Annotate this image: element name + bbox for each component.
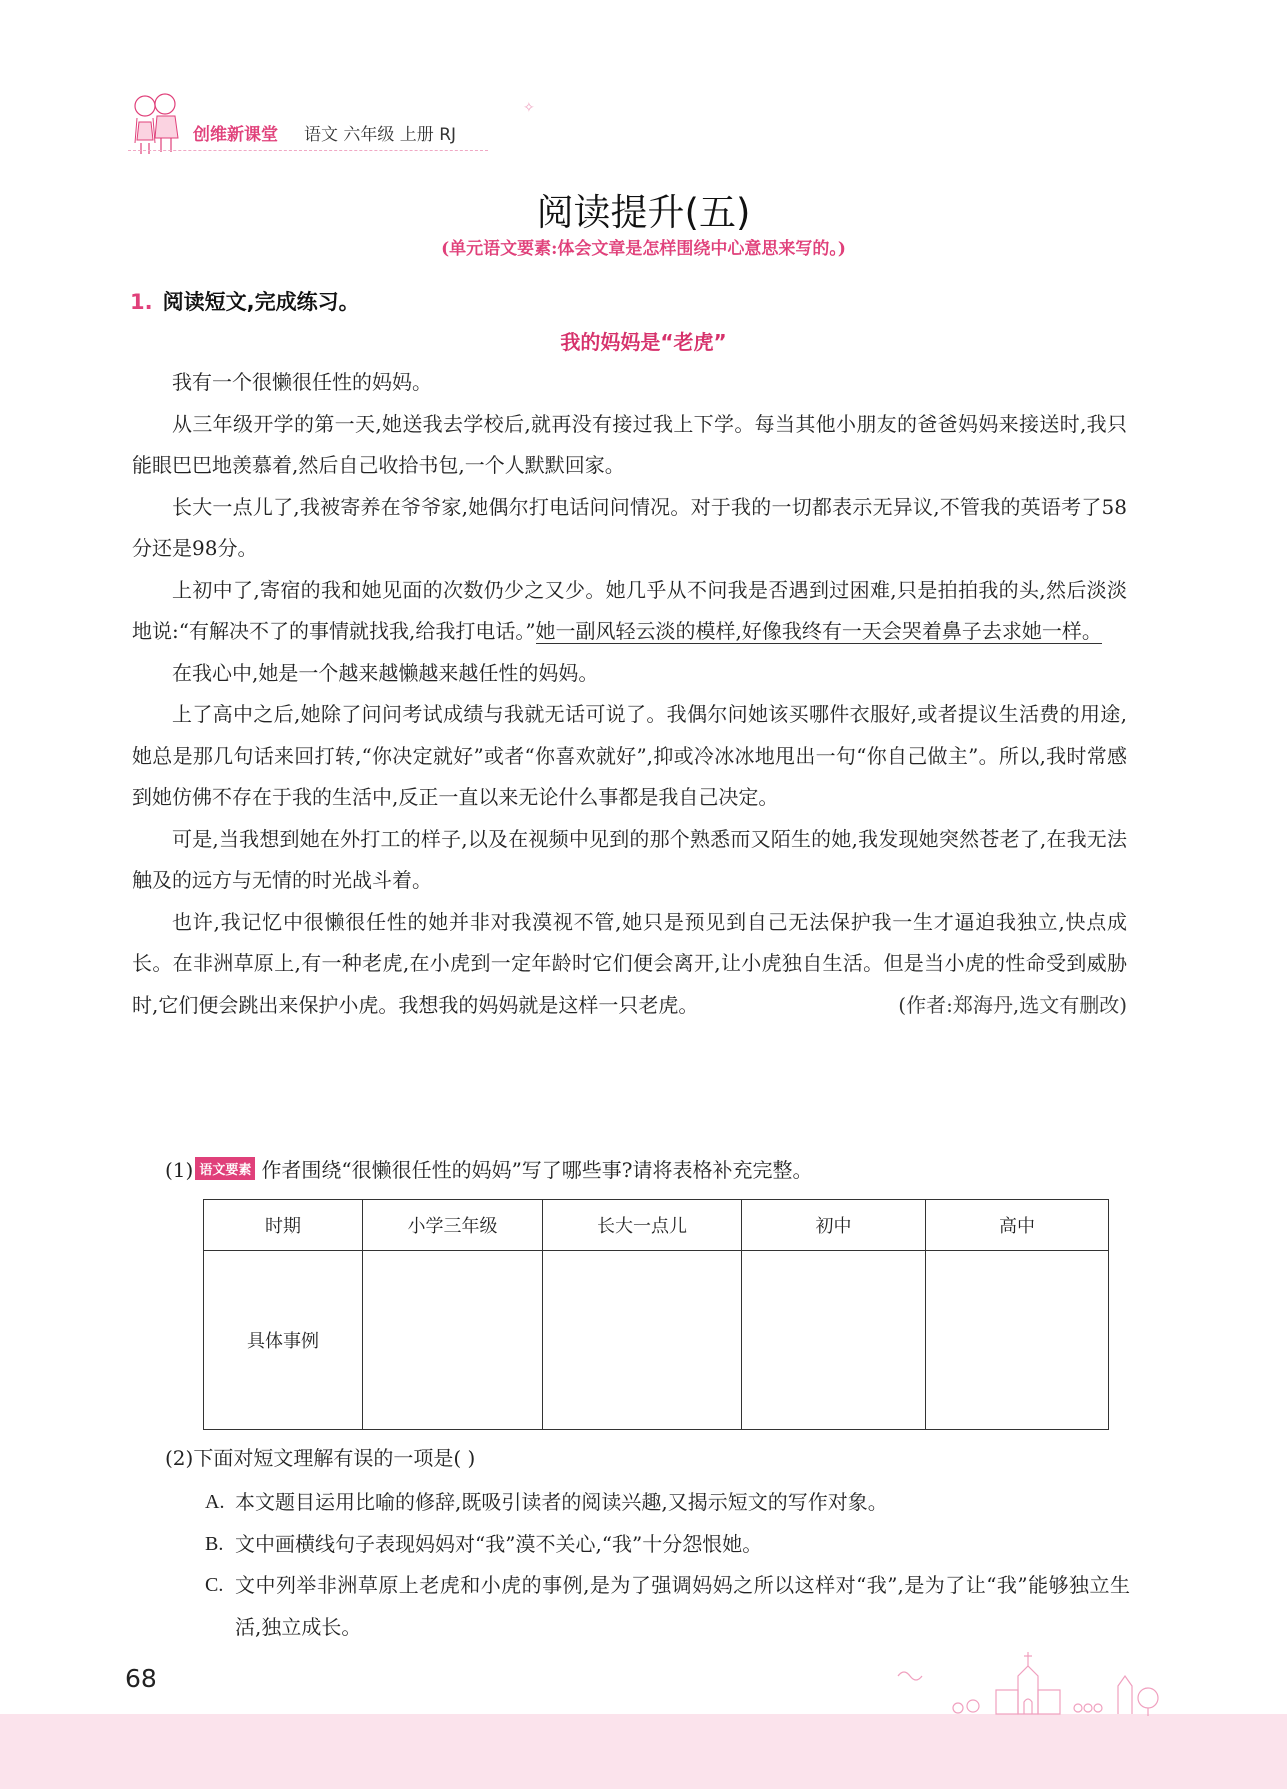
question-1 — [130, 286, 360, 316]
option-b[interactable] — [205, 1524, 1130, 1566]
article-paragraph: 在我心中,她是一个越来越懒越来越任性的妈妈。 — [172, 660, 599, 685]
unit-note: (单元语文要素:体会文章是怎样围绕中心意思来写的。) — [441, 239, 846, 259]
article-paragraph: 也许,我记忆中很懒很任性的她并非对我漠视不管,她只是预见到自己无法保护我一生才逼迫我独立,快点成长。在非洲草原上,有一种老虎,在小虎到一定年龄时它们便会离开,让小虎独自生活。但是当小虎的性命受到威胁时,它们便会跳出来保护小虎。我想我的妈妈就是这样一只老虎。 — [132, 909, 1127, 1017]
option-text: 文中画横线句子表现妈妈对“我”漠不关心,“我”十分怨恨她。 — [235, 1531, 763, 1556]
answer-cell[interactable] — [543, 1251, 742, 1430]
table-header: 高中 — [926, 1200, 1109, 1251]
table-header: 初中 — [742, 1200, 926, 1251]
castle-illustration — [878, 1646, 1168, 1716]
sub-question-1-number: (1) — [165, 1158, 194, 1182]
table-header: 小学三年级 — [363, 1200, 543, 1251]
author-credit: (作者:郑海丹,选文有删改) — [898, 992, 1127, 1017]
chinese-element-tag: 语文要素 — [195, 1157, 255, 1180]
answer-cell[interactable] — [926, 1251, 1109, 1430]
answer-cell[interactable] — [363, 1251, 543, 1430]
option-text: 文中列举非洲草原上老虎和小虎的事例,是为了强调妈妈之所以这样对“我”,是为了让“我”能够独立生活,独立成长。 — [235, 1573, 1130, 1639]
book-info: 语文 六年级 上册 RJ — [304, 125, 457, 145]
table-header: 时期 — [204, 1200, 363, 1251]
table-row-label: 具体事例 — [204, 1251, 363, 1430]
question-1-number: 1. — [130, 290, 153, 314]
option-key: C. — [205, 1574, 224, 1596]
article-paragraph: 我有一个很懒很任性的妈妈。 — [172, 370, 432, 394]
article-paragraph — [132, 570, 1127, 653]
article-body — [132, 362, 1127, 1026]
paragraph-text: 上初中了,寄宿的我和她见面的次数仍少之又少。她几乎从不问我是否遇到过困难,只是拍拍我的头,然后淡淡地说:“有解决不了的事情就找我,给我打电话。” — [132, 577, 1127, 643]
page-title: 阅读提升(五) — [536, 191, 751, 234]
option-text: 本文题目运用比喻的修辞,既吸引读者的阅读兴趣,又揭示短文的写作对象。 — [235, 1490, 888, 1514]
article-paragraph: 可是,当我想到她在外打工的样子,以及在视频中见到的那个熟悉而又陌生的她,我发现她突然苍老了,在我无法触及的远方与无情的时光战斗着。 — [132, 826, 1127, 892]
brand-name: 创维新课堂 — [193, 125, 278, 145]
option-c[interactable] — [205, 1565, 1130, 1648]
page-number: 68 — [125, 1664, 157, 1693]
question-1-text: 阅读短文,完成练习。 — [162, 290, 360, 314]
article-paragraph: 从三年级开学的第一天,她送我去学校后,就再没有接过我上下学。每当其他小朋友的爸爸妈妈来接送时,我只能眼巴巴地羡慕着,然后自己收拾书包,一个人默默回家。 — [132, 411, 1127, 477]
article-paragraph: 上了高中之后,她除了问问考试成绩与我就无话可说了。我偶尔问她该买哪件衣服好,或者提议生活费的用途,她总是那几句话来回打转,“你决定就好”或者“你喜欢就好”,抑或冷冰冰地甩出一句“你自己做主”。所以,我时常感到她仿佛不存在于我的生活中,反正一直以来无论什么事都是我自己决定。 — [132, 702, 1127, 809]
sub-question-1-text: 作者围绕“很懒很任性的妈妈”写了哪些事?请将表格补充完整。 — [261, 1158, 813, 1182]
underlined-sentence: 她一副风轻云淡的模样,好像我终有一天会哭着鼻子去求她一样。 — [535, 619, 1102, 643]
table-header: 长大一点儿 — [543, 1200, 742, 1251]
answer-cell[interactable] — [742, 1251, 926, 1430]
sub-question-1 — [165, 1154, 813, 1183]
header-divider — [128, 150, 488, 151]
option-key: A. — [205, 1491, 225, 1513]
article-title: 我的妈妈是“老虎” — [560, 330, 727, 354]
sub-question-2: (2)下面对短文理解有误的一项是( ) — [165, 1446, 476, 1470]
option-list — [205, 1482, 1130, 1648]
option-a[interactable] — [205, 1482, 1130, 1524]
sparkle-icon: ✧ — [523, 100, 535, 116]
article-paragraph: 长大一点儿了,我被寄养在爷爷家,她偶尔打电话问问情况。对于我的一切都表示无异议,不管我的英语考了58分还是98分。 — [132, 494, 1127, 560]
footer-band — [0, 1714, 1287, 1789]
option-key: B. — [205, 1532, 224, 1555]
answer-table — [203, 1199, 1109, 1430]
kids-illustration — [125, 88, 185, 158]
